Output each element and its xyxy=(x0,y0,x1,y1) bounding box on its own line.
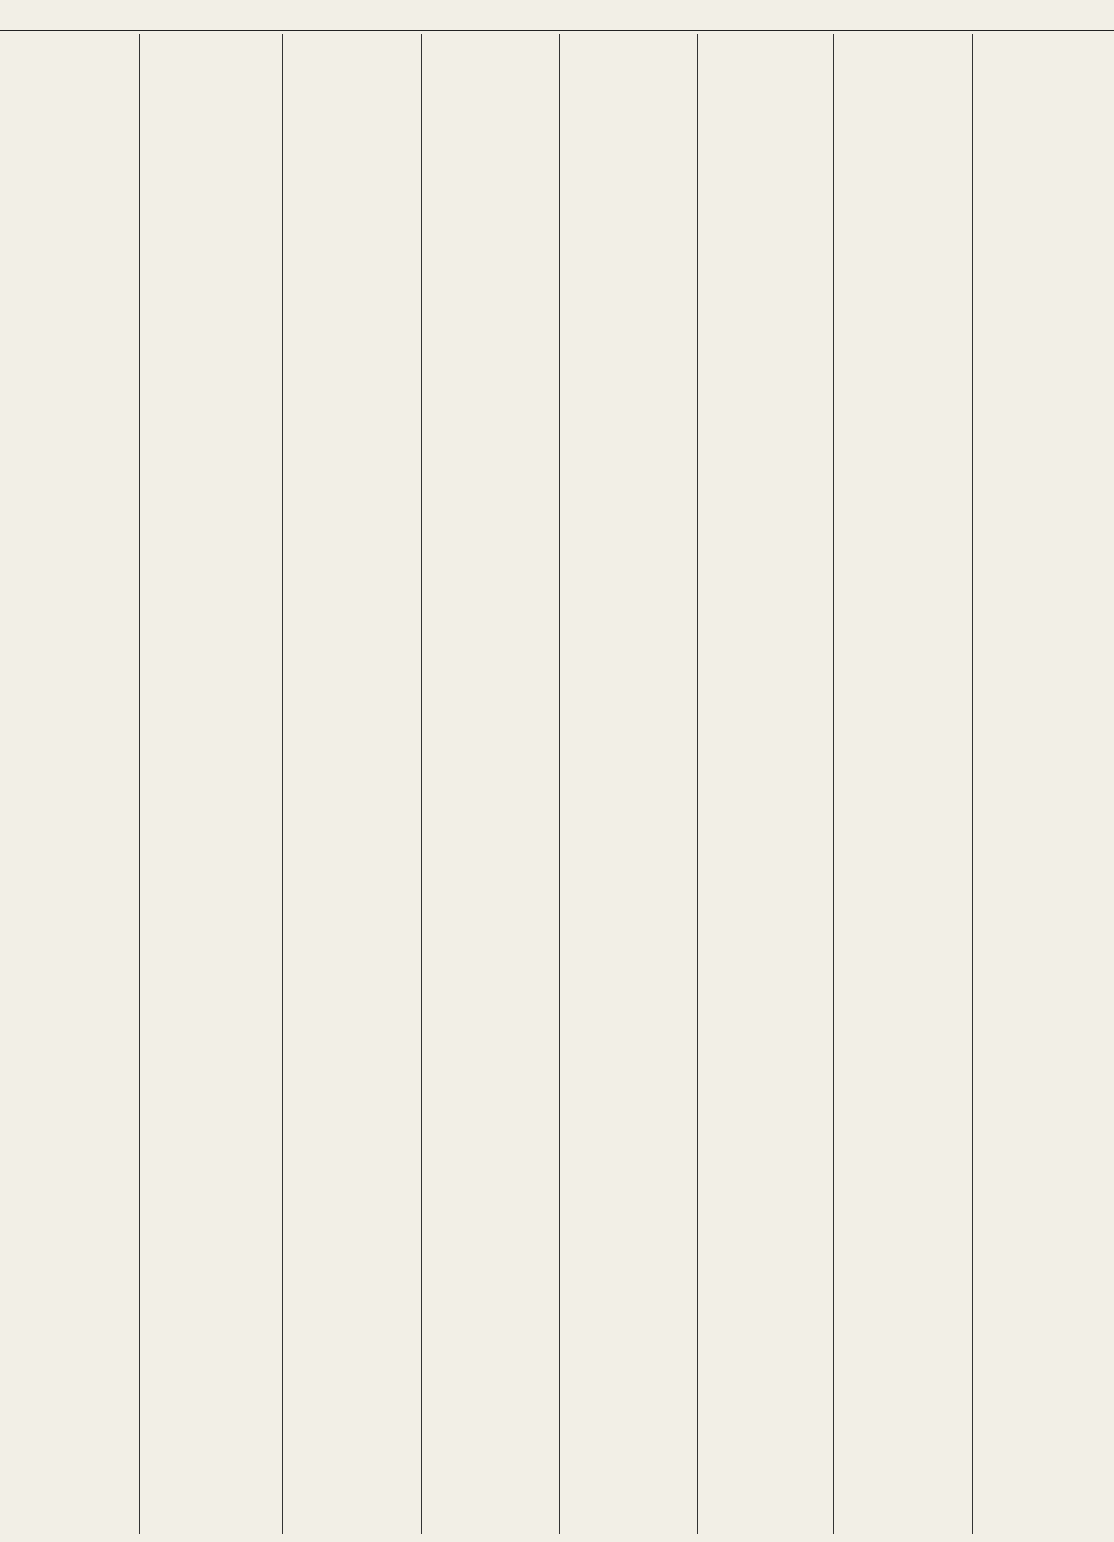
column-3 xyxy=(282,34,421,1536)
column-8 xyxy=(972,34,1114,1536)
masthead xyxy=(0,0,1114,31)
column-2 xyxy=(139,34,282,1536)
column-5 xyxy=(559,34,697,1536)
column-1 xyxy=(0,34,139,1536)
column-6 xyxy=(697,34,833,1536)
column-4 xyxy=(421,34,559,1536)
column-7 xyxy=(833,34,972,1536)
